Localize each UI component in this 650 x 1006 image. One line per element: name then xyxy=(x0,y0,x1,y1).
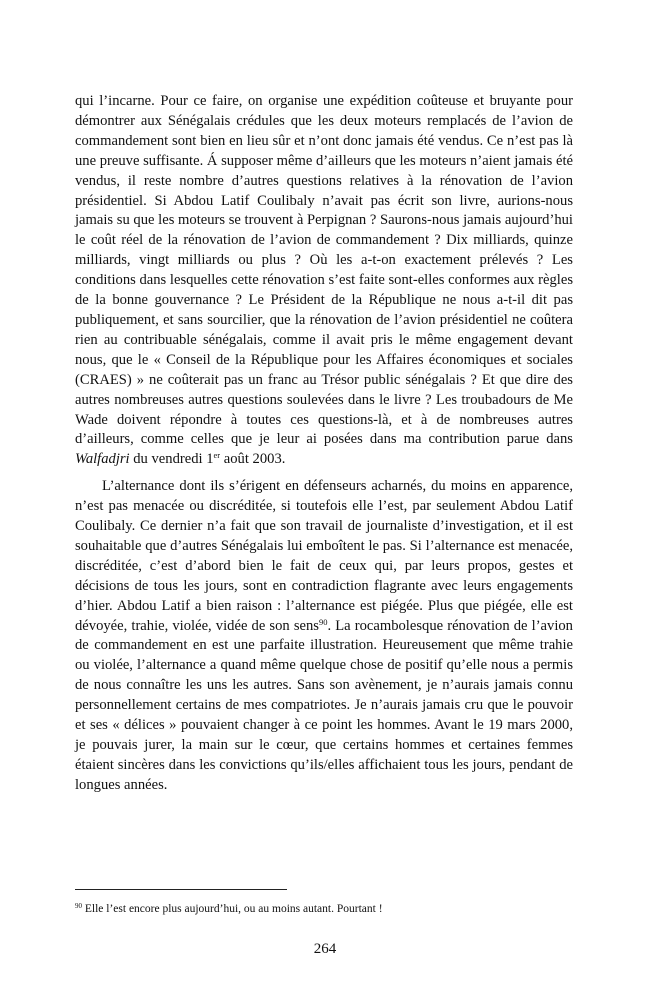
paragraph-1-text: qui l’incarne. Pour ce faire, on organise une expédition coûteuse et bruyante pour démontrer aux Sénégalais crédules que les deux moteurs remplacés de l’avion de commandement sont bien en lieu sûr et n’ont donc jamais été vendus. Ce n’est pas là une preuve suffisante. Á supposer même d’ailleurs que les moteurs n’aient jamais été vendus, il reste nombre d’autres questions relatives à la rénovation de l’avion présidentiel. Si Abdou Latif Coulibaly n’avait pas écrit son livre, aurions-nous jamais su que les moteurs se trouvent à Perpignan ? Saurons-nous jamais aujourd’hui le coût réel de la rénovation de l’avion de commandement ? Dix milliards, quinze milliards, vingt milliards ou plus ? Où les a-t-on exactement prélevés ? Les conditions dans lesquelles cette rénovation s’est faite sont-elles conformes aux règles de la bonne gouvernance ? Le Président de la République ne nous a-t-il dit pas publiquement, et sans sourcilier, que la rénovation de l’avion présidentiel ne coûtera rien au contribuable sénégalais, comme il avait pris le même engagement devant nous, que le « Conseil de la République pour les Affaires économiques et sociales (CRAES) » ne coûterait pas un franc au Trésor public sénégalais ? Et que dire des autres nombreuses autres questions soulevées dans le livre ? Les troubadours de Me Wade doivent répondre à toutes ces questions-là, et à de nombreuses autres d’ailleurs, comme celles que je leur ai posées dans ma contribution parue dans xyxy=(75,93,573,448)
footnote xyxy=(75,902,573,917)
page-number: 264 xyxy=(313,941,337,957)
footnote-number: 90 xyxy=(75,902,82,910)
paragraph-1-end-text: août 2003. xyxy=(220,451,286,468)
paragraph-1-date-text: du vendredi 1 xyxy=(129,451,214,468)
footnote-reference[interactable]: 90 xyxy=(318,616,328,627)
footnote-text: Elle l’est encore plus aujourd’hui, ou au moins autant. Pourtant ! xyxy=(82,903,383,915)
body-text xyxy=(75,92,573,796)
newspaper-title: Walfadjri xyxy=(75,451,130,468)
paragraph-2-end-text: . La rocambolesque rénovation de l’avion de commandement en est une parfaite illustration. Heureusement que même trahie ou violée, l’alternance a quand même quelque chose de positif qu’elle nous a permis de nous connaître les uns les autres. Sans son avènement, je n’aurais jamais connu personnellement certains de mes compatriotes. Je n’aurais jamais cru que le pouvoir et ses « délices » pouvaient changer à ce point les hommes. Avant le 19 mars 2000, je pouvais jurer, la main sur le cœur, que certains hommes et certaines femmes étaient sincères dans les convictions qu’ils/elles affichaient tous les jours, pendant de longues années. xyxy=(75,617,573,793)
paragraph-2 xyxy=(75,477,573,796)
paragraph-2-text: L’alternance dont ils s’érigent en défenseurs acharnés, du moins en apparence, n’est pas menacée ou discréditée, si toutefois elle l’est, par seulement Abdou Latif Coulibaly. Ce dernier n’a fait que son travail de journaliste d’investigation, et il est souhaitable que d’autres Sénégalais lui emboîtent le pas. Si l’alternance est menacée, discréditée, c’est d’abord bien le fait de ceux qui, par leurs propos, gestes et décisions de tous les jours, sont en contradiction flagrante avec leurs engagements d’hier. Abdou Latif a bien raison : l’alternance est piégée. Plus que piégée, elle est dévoyée, trahie, violée, vidée de son sens xyxy=(75,478,573,634)
footnote-divider xyxy=(75,889,287,890)
ordinal-superscript: er xyxy=(213,450,221,461)
paragraph-1 xyxy=(75,92,573,470)
